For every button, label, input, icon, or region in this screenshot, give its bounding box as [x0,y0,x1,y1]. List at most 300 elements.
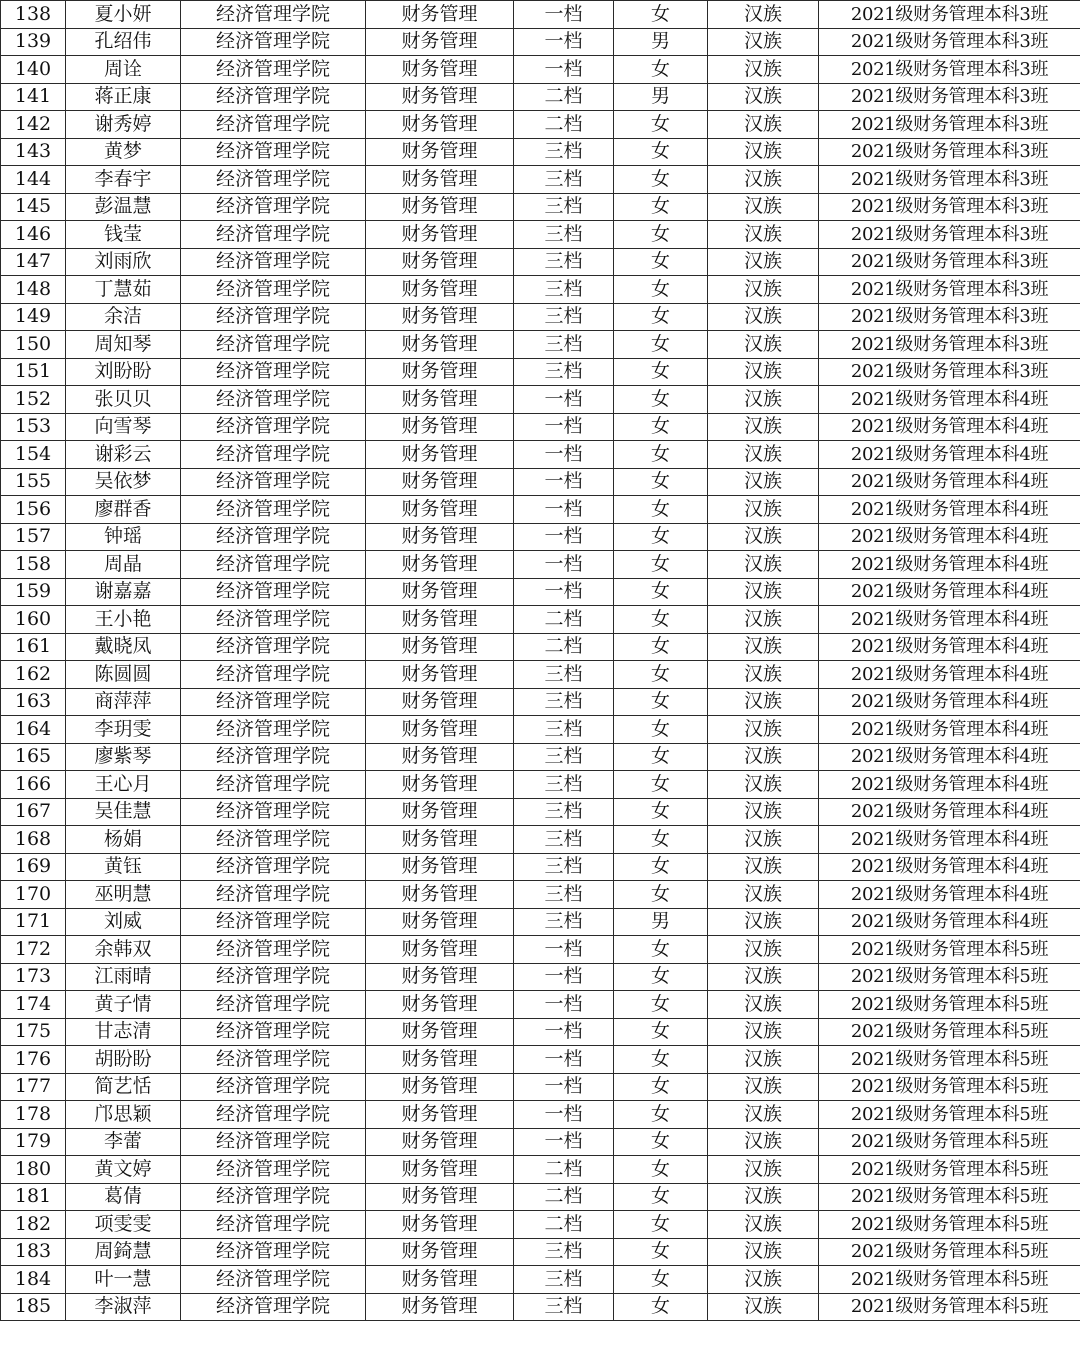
table-row [1,1211,1080,1239]
class-name-cell: 2021级财务管理本科5班 [819,1266,1080,1294]
tier-cell: 一档 [514,1101,614,1129]
college-cell: 经济管理学院 [181,111,366,139]
college-cell: 经济管理学院 [181,1073,366,1101]
college-cell: 经济管理学院 [181,358,366,386]
table-row [1,826,1080,854]
row-number-cell: 185 [1,1293,66,1321]
ethnicity-cell: 汉族 [708,991,819,1019]
table-row [1,606,1080,634]
table-row [1,303,1080,331]
student-name-cell: 黄子情 [66,991,181,1019]
student-name-cell: 戴晓凤 [66,633,181,661]
gender-cell: 女 [614,221,708,249]
major-cell: 财务管理 [366,963,514,991]
class-name-cell: 2021级财务管理本科4班 [819,468,1080,496]
row-number-cell: 170 [1,881,66,909]
major-cell: 财务管理 [366,1046,514,1074]
tier-cell: 三档 [514,1293,614,1321]
ethnicity-cell: 汉族 [708,661,819,689]
student-name-cell: 李蕾 [66,1128,181,1156]
row-number-cell: 153 [1,413,66,441]
major-cell: 财务管理 [366,358,514,386]
tier-cell: 一档 [514,468,614,496]
row-number-cell: 152 [1,386,66,414]
college-cell: 经济管理学院 [181,716,366,744]
college-cell: 经济管理学院 [181,771,366,799]
ethnicity-cell: 汉族 [708,716,819,744]
row-number-cell: 138 [1,1,66,29]
ethnicity-cell: 汉族 [708,193,819,221]
class-name-cell: 2021级财务管理本科4班 [819,881,1080,909]
major-cell: 财务管理 [366,1183,514,1211]
gender-cell: 女 [614,881,708,909]
major-cell: 财务管理 [366,1101,514,1129]
major-cell: 财务管理 [366,1,514,29]
row-number-cell: 161 [1,633,66,661]
ethnicity-cell: 汉族 [708,221,819,249]
table-row [1,193,1080,221]
table-row [1,276,1080,304]
ethnicity-cell: 汉族 [708,413,819,441]
gender-cell: 女 [614,1101,708,1129]
tier-cell: 一档 [514,496,614,524]
table-row [1,523,1080,551]
ethnicity-cell: 汉族 [708,468,819,496]
class-name-cell: 2021级财务管理本科3班 [819,331,1080,359]
class-name-cell: 2021级财务管理本科4班 [819,413,1080,441]
college-cell: 经济管理学院 [181,56,366,84]
row-number-cell: 140 [1,56,66,84]
tier-cell: 一档 [514,991,614,1019]
gender-cell: 女 [614,386,708,414]
row-number-cell: 142 [1,111,66,139]
college-cell: 经济管理学院 [181,1018,366,1046]
major-cell: 财务管理 [366,496,514,524]
row-number-cell: 156 [1,496,66,524]
row-number-cell: 147 [1,248,66,276]
tier-cell: 一档 [514,1128,614,1156]
major-cell: 财务管理 [366,688,514,716]
college-cell: 经济管理学院 [181,1046,366,1074]
ethnicity-cell: 汉族 [708,688,819,716]
table-row [1,1,1080,29]
table-row [1,496,1080,524]
tier-cell: 三档 [514,1238,614,1266]
student-name-cell: 蒋正康 [66,83,181,111]
gender-cell: 女 [614,56,708,84]
gender-cell: 女 [614,1046,708,1074]
college-cell: 经济管理学院 [181,606,366,634]
student-name-cell: 钱莹 [66,221,181,249]
row-number-cell: 143 [1,138,66,166]
class-name-cell: 2021级财务管理本科4班 [819,551,1080,579]
ethnicity-cell: 汉族 [708,386,819,414]
tier-cell: 一档 [514,1018,614,1046]
ethnicity-cell: 汉族 [708,826,819,854]
table-body [1,1,1080,1321]
gender-cell: 女 [614,331,708,359]
row-number-cell: 176 [1,1046,66,1074]
college-cell: 经济管理学院 [181,1156,366,1184]
table-row [1,138,1080,166]
gender-cell: 男 [614,83,708,111]
ethnicity-cell: 汉族 [708,798,819,826]
row-number-cell: 173 [1,963,66,991]
table-row [1,936,1080,964]
major-cell: 财务管理 [366,771,514,799]
major-cell: 财务管理 [366,248,514,276]
college-cell: 经济管理学院 [181,1266,366,1294]
class-name-cell: 2021级财务管理本科3班 [819,166,1080,194]
student-name-cell: 廖群香 [66,496,181,524]
row-number-cell: 155 [1,468,66,496]
gender-cell: 女 [614,523,708,551]
gender-cell: 女 [614,578,708,606]
row-number-cell: 175 [1,1018,66,1046]
class-name-cell: 2021级财务管理本科4班 [819,798,1080,826]
ethnicity-cell: 汉族 [708,56,819,84]
major-cell: 财务管理 [366,551,514,579]
major-cell: 财务管理 [366,1156,514,1184]
tier-cell: 一档 [514,441,614,469]
student-name-cell: 刘威 [66,908,181,936]
major-cell: 财务管理 [366,853,514,881]
table-row [1,881,1080,909]
student-name-cell: 周晶 [66,551,181,579]
class-name-cell: 2021级财务管理本科3班 [819,83,1080,111]
student-name-cell: 余韩双 [66,936,181,964]
row-number-cell: 174 [1,991,66,1019]
college-cell: 经济管理学院 [181,578,366,606]
gender-cell: 女 [614,743,708,771]
college-cell: 经济管理学院 [181,936,366,964]
major-cell: 财务管理 [366,633,514,661]
ethnicity-cell: 汉族 [708,303,819,331]
tier-cell: 三档 [514,743,614,771]
ethnicity-cell: 汉族 [708,331,819,359]
student-name-cell: 项雯雯 [66,1211,181,1239]
tier-cell: 一档 [514,386,614,414]
college-cell: 经济管理学院 [181,276,366,304]
table-row [1,331,1080,359]
class-name-cell: 2021级财务管理本科4班 [819,661,1080,689]
row-number-cell: 177 [1,1073,66,1101]
tier-cell: 三档 [514,661,614,689]
ethnicity-cell: 汉族 [708,743,819,771]
gender-cell: 女 [614,826,708,854]
major-cell: 财务管理 [366,1128,514,1156]
class-name-cell: 2021级财务管理本科4班 [819,853,1080,881]
tier-cell: 三档 [514,798,614,826]
gender-cell: 女 [614,798,708,826]
row-number-cell: 139 [1,28,66,56]
gender-cell: 女 [614,468,708,496]
student-name-cell: 廖紫琴 [66,743,181,771]
class-name-cell: 2021级财务管理本科3班 [819,111,1080,139]
class-name-cell: 2021级财务管理本科4班 [819,496,1080,524]
tier-cell: 一档 [514,28,614,56]
row-number-cell: 171 [1,908,66,936]
student-name-cell: 葛倩 [66,1183,181,1211]
table-row [1,991,1080,1019]
tier-cell: 二档 [514,606,614,634]
major-cell: 财务管理 [366,331,514,359]
gender-cell: 女 [614,166,708,194]
ethnicity-cell: 汉族 [708,496,819,524]
gender-cell: 女 [614,606,708,634]
gender-cell: 女 [614,413,708,441]
tier-cell: 三档 [514,771,614,799]
student-name-cell: 向雪琴 [66,413,181,441]
table-row [1,28,1080,56]
college-cell: 经济管理学院 [181,991,366,1019]
major-cell: 财务管理 [366,661,514,689]
college-cell: 经济管理学院 [181,331,366,359]
tier-cell: 三档 [514,853,614,881]
class-name-cell: 2021级财务管理本科4班 [819,688,1080,716]
row-number-cell: 178 [1,1101,66,1129]
row-number-cell: 146 [1,221,66,249]
college-cell: 经济管理学院 [181,221,366,249]
major-cell: 财务管理 [366,606,514,634]
gender-cell: 男 [614,28,708,56]
row-number-cell: 183 [1,1238,66,1266]
table-row [1,551,1080,579]
student-name-cell: 丁慧茹 [66,276,181,304]
row-number-cell: 169 [1,853,66,881]
college-cell: 经济管理学院 [181,661,366,689]
ethnicity-cell: 汉族 [708,138,819,166]
gender-cell: 女 [614,688,708,716]
class-name-cell: 2021级财务管理本科3班 [819,276,1080,304]
row-number-cell: 184 [1,1266,66,1294]
ethnicity-cell: 汉族 [708,111,819,139]
tier-cell: 一档 [514,578,614,606]
ethnicity-cell: 汉族 [708,881,819,909]
student-name-cell: 黄梦 [66,138,181,166]
tier-cell: 一档 [514,551,614,579]
row-number-cell: 150 [1,331,66,359]
major-cell: 财务管理 [366,303,514,331]
table-row [1,1266,1080,1294]
class-name-cell: 2021级财务管理本科3班 [819,358,1080,386]
major-cell: 财务管理 [366,1018,514,1046]
ethnicity-cell: 汉族 [708,633,819,661]
gender-cell: 女 [614,853,708,881]
row-number-cell: 167 [1,798,66,826]
college-cell: 经济管理学院 [181,166,366,194]
gender-cell: 女 [614,551,708,579]
class-name-cell: 2021级财务管理本科4班 [819,441,1080,469]
college-cell: 经济管理学院 [181,633,366,661]
class-name-cell: 2021级财务管理本科5班 [819,936,1080,964]
table-row [1,221,1080,249]
table-row [1,578,1080,606]
ethnicity-cell: 汉族 [708,276,819,304]
table-row [1,358,1080,386]
college-cell: 经济管理学院 [181,1101,366,1129]
student-name-cell: 黄钰 [66,853,181,881]
tier-cell: 一档 [514,1073,614,1101]
student-name-cell: 谢彩云 [66,441,181,469]
student-name-cell: 巫明慧 [66,881,181,909]
student-name-cell: 吴依梦 [66,468,181,496]
college-cell: 经济管理学院 [181,441,366,469]
row-number-cell: 162 [1,661,66,689]
major-cell: 财务管理 [366,523,514,551]
major-cell: 财务管理 [366,743,514,771]
tier-cell: 三档 [514,248,614,276]
student-name-cell: 周知琴 [66,331,181,359]
major-cell: 财务管理 [366,193,514,221]
tier-cell: 二档 [514,111,614,139]
gender-cell: 女 [614,1018,708,1046]
row-number-cell: 149 [1,303,66,331]
ethnicity-cell: 汉族 [708,248,819,276]
tier-cell: 三档 [514,716,614,744]
tier-cell: 三档 [514,193,614,221]
college-cell: 经济管理学院 [181,688,366,716]
table-row [1,716,1080,744]
college-cell: 经济管理学院 [181,303,366,331]
tier-cell: 三档 [514,826,614,854]
row-number-cell: 165 [1,743,66,771]
major-cell: 财务管理 [366,1293,514,1321]
major-cell: 财务管理 [366,276,514,304]
row-number-cell: 179 [1,1128,66,1156]
ethnicity-cell: 汉族 [708,1046,819,1074]
class-name-cell: 2021级财务管理本科5班 [819,1293,1080,1321]
student-name-cell: 张贝贝 [66,386,181,414]
tier-cell: 三档 [514,166,614,194]
major-cell: 财务管理 [366,1073,514,1101]
table-row [1,111,1080,139]
tier-cell: 三档 [514,221,614,249]
college-cell: 经济管理学院 [181,551,366,579]
row-number-cell: 168 [1,826,66,854]
tier-cell: 二档 [514,1183,614,1211]
tier-cell: 一档 [514,1,614,29]
ethnicity-cell: 汉族 [708,1073,819,1101]
student-name-cell: 刘盼盼 [66,358,181,386]
student-name-cell: 李玥雯 [66,716,181,744]
major-cell: 财务管理 [366,441,514,469]
class-name-cell: 2021级财务管理本科5班 [819,1156,1080,1184]
table-row [1,798,1080,826]
class-name-cell: 2021级财务管理本科5班 [819,963,1080,991]
ethnicity-cell: 汉族 [708,1211,819,1239]
row-number-cell: 154 [1,441,66,469]
class-name-cell: 2021级财务管理本科4班 [819,633,1080,661]
major-cell: 财务管理 [366,578,514,606]
student-name-cell: 谢秀婷 [66,111,181,139]
gender-cell: 女 [614,1183,708,1211]
ethnicity-cell: 汉族 [708,1183,819,1211]
table-row [1,1018,1080,1046]
row-number-cell: 180 [1,1156,66,1184]
row-number-cell: 172 [1,936,66,964]
gender-cell: 女 [614,1238,708,1266]
class-name-cell: 2021级财务管理本科5班 [819,1183,1080,1211]
class-name-cell: 2021级财务管理本科5班 [819,1101,1080,1129]
ethnicity-cell: 汉族 [708,166,819,194]
gender-cell: 女 [614,991,708,1019]
ethnicity-cell: 汉族 [708,28,819,56]
major-cell: 财务管理 [366,908,514,936]
college-cell: 经济管理学院 [181,881,366,909]
ethnicity-cell: 汉族 [708,1238,819,1266]
student-name-cell: 周錡慧 [66,1238,181,1266]
class-name-cell: 2021级财务管理本科3班 [819,56,1080,84]
tier-cell: 三档 [514,908,614,936]
class-name-cell: 2021级财务管理本科3班 [819,138,1080,166]
college-cell: 经济管理学院 [181,386,366,414]
major-cell: 财务管理 [366,468,514,496]
class-name-cell: 2021级财务管理本科5班 [819,1128,1080,1156]
table-row [1,441,1080,469]
class-name-cell: 2021级财务管理本科5班 [819,1073,1080,1101]
class-name-cell: 2021级财务管理本科5班 [819,1018,1080,1046]
row-number-cell: 151 [1,358,66,386]
ethnicity-cell: 汉族 [708,606,819,634]
class-name-cell: 2021级财务管理本科3班 [819,28,1080,56]
tier-cell: 一档 [514,1046,614,1074]
gender-cell: 女 [614,1073,708,1101]
student-name-cell: 王小艳 [66,606,181,634]
student-name-cell: 钟瑶 [66,523,181,551]
class-name-cell: 2021级财务管理本科4班 [819,908,1080,936]
row-number-cell: 182 [1,1211,66,1239]
college-cell: 经济管理学院 [181,1293,366,1321]
ethnicity-cell: 汉族 [708,1128,819,1156]
table-row [1,1183,1080,1211]
major-cell: 财务管理 [366,28,514,56]
ethnicity-cell: 汉族 [708,1101,819,1129]
student-name-cell: 黄文婷 [66,1156,181,1184]
table-row [1,83,1080,111]
gender-cell: 女 [614,276,708,304]
major-cell: 财务管理 [366,1211,514,1239]
ethnicity-cell: 汉族 [708,523,819,551]
ethnicity-cell: 汉族 [708,578,819,606]
student-name-cell: 孔绍伟 [66,28,181,56]
table-row [1,688,1080,716]
tier-cell: 三档 [514,303,614,331]
student-name-cell: 商萍萍 [66,688,181,716]
gender-cell: 女 [614,633,708,661]
ethnicity-cell: 汉族 [708,1156,819,1184]
class-name-cell: 2021级财务管理本科4班 [819,578,1080,606]
tier-cell: 二档 [514,1211,614,1239]
major-cell: 财务管理 [366,413,514,441]
gender-cell: 女 [614,1,708,29]
row-number-cell: 166 [1,771,66,799]
class-name-cell: 2021级财务管理本科4班 [819,716,1080,744]
row-number-cell: 158 [1,551,66,579]
table-row [1,468,1080,496]
class-name-cell: 2021级财务管理本科3班 [819,303,1080,331]
class-name-cell: 2021级财务管理本科4班 [819,743,1080,771]
gender-cell: 女 [614,661,708,689]
major-cell: 财务管理 [366,56,514,84]
table-row [1,56,1080,84]
row-number-cell: 159 [1,578,66,606]
college-cell: 经济管理学院 [181,798,366,826]
gender-cell: 女 [614,963,708,991]
class-name-cell: 2021级财务管理本科3班 [819,248,1080,276]
college-cell: 经济管理学院 [181,496,366,524]
student-name-cell: 江雨晴 [66,963,181,991]
